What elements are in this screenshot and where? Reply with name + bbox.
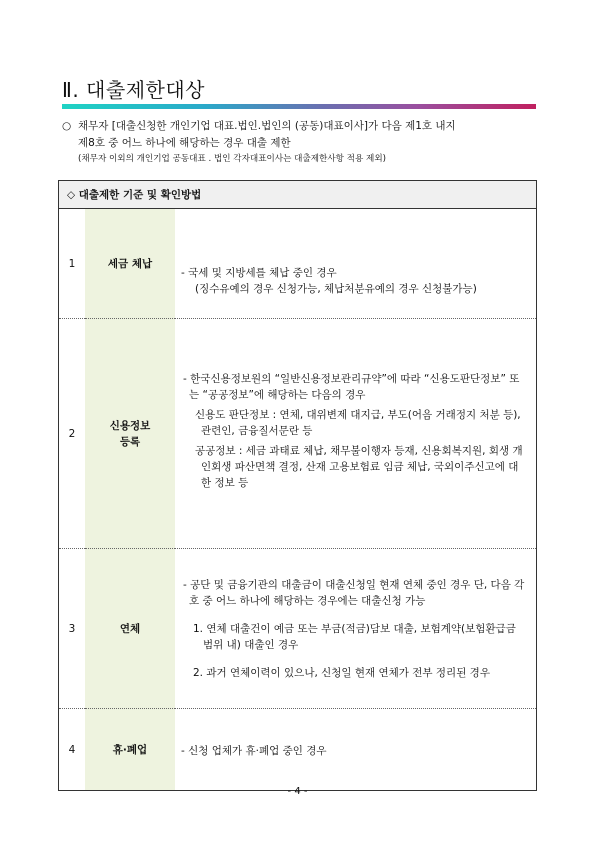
row-label: 연체 <box>85 549 175 709</box>
row-label <box>85 319 175 549</box>
restriction-table <box>58 180 537 791</box>
page-number: - 4 - <box>287 786 308 797</box>
table-row <box>59 549 537 709</box>
row-number: 4 <box>59 709 86 791</box>
content-line: - 공단 및 금융기관의 대출금이 대출신청일 현재 연체 중인 경우 단, 다음 각 호 중 어느 하나에 해당하는 경우에는 대출신청 가능 <box>183 578 525 607</box>
intro-line-1: 채무자 [대출신청한 개인기업 대표.법인.법인의 (공동)대표이사]가 다음 제1호 내지 <box>78 120 456 132</box>
table-row <box>59 319 537 549</box>
content-line: 신용도 판단정보 : 연체, 대위변제 대지급, 부도(어음 거래정지 처분 등), 관련인, 금융질서문란 등 <box>195 408 521 437</box>
row-label-line: 등록 <box>119 435 141 448</box>
section-title: Ⅱ. 대출제한대상 <box>62 78 205 102</box>
content-line: 2. 과거 연체이력이 있으나, 신청일 현재 연체가 전부 정리된 경우 <box>193 666 490 679</box>
row-label-line: 신용정보 <box>109 419 151 432</box>
content-line: - 국세 및 지방세를 체납 중인 경우 <box>181 267 337 279</box>
row-number: 1 <box>59 209 86 319</box>
bullet-circle-icon: ○ <box>62 120 72 132</box>
content-line: 1. 연체 대출건이 예금 또는 부금(적금)담보 대출, 보험계약(보험환급금 범위 내) 대출인 경우 <box>193 622 516 651</box>
title-gradient-bar <box>62 104 536 109</box>
row-label: 세금 체납 <box>85 209 175 319</box>
table-row <box>59 709 537 791</box>
row-label: 휴·폐업 <box>85 709 175 791</box>
table-row <box>59 209 537 319</box>
content-line: (징수유예의 경우 신청가능, 체납처분유예의 경우 신청불가능) <box>195 283 477 295</box>
row-content <box>175 709 537 791</box>
table-header: ◇ 대출제한 기준 및 확인방법 <box>59 181 537 209</box>
row-content <box>175 549 537 709</box>
row-content <box>175 209 537 319</box>
row-number: 3 <box>59 549 86 709</box>
row-number: 2 <box>59 319 86 549</box>
content-line: - 신청 업체가 휴·폐업 중인 경우 <box>181 745 327 757</box>
row-content <box>175 319 537 549</box>
content-line: - 한국신용정보원의 “일반신용정보관리규약”에 따라 “신용도판단정보” 또는 “공공정보”에 해당하는 다음의 경우 <box>183 372 520 401</box>
intro-paragraph <box>62 118 538 166</box>
intro-line-2: 제8호 중 어느 하나에 해당하는 경우 대출 제한 <box>78 137 291 149</box>
intro-note: (채무자 이외의 개인기업 공동대표 . 법인 각자대표이사는 대출제한사항 적용 제외) <box>78 154 386 164</box>
content-line: 공공정보 : 세금 과태료 체납, 채무불이행자 등재, 신용회복지원, 회생 개인회생 파산면책 결정, 산재 고용보험료 임금 체납, 국외이주신고에 대한 정보 등 <box>195 444 523 489</box>
